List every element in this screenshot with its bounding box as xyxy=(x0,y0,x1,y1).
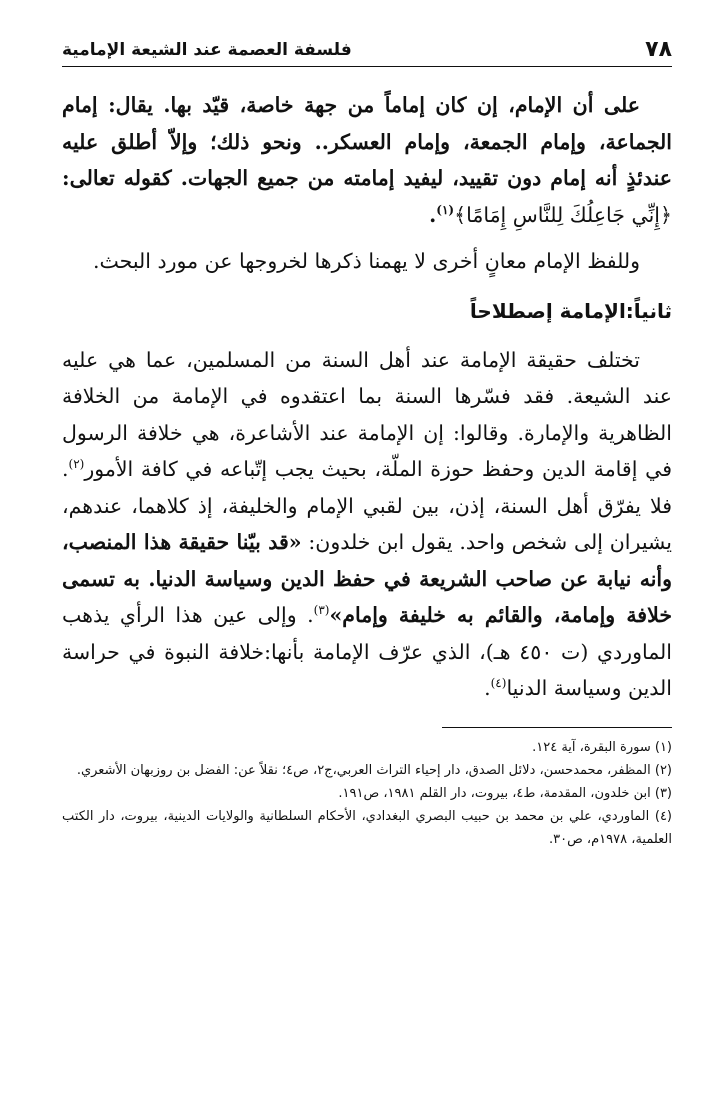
paragraph-3 xyxy=(62,342,672,707)
footnote-4: (٤) الماوردي، علي بن محمد بن حبيب البصري البغدادي، الأحكام السلطانية والولايات الدينية، بيروت، دار الكتب العلمية، ١٩٧٨م، ص٣٠. xyxy=(62,808,672,847)
paragraph-1-text: على أن الإمام، إن كان إماماً من جهة خاصة، قيّد بها. يقال: إمام الجماعة، وإمام الجمعة، وإمام العسكر.. ونحو ذلك؛ وإلاّ أطلق عليه عندئذٍ أنه إمام دون تقييد، ليفيد إمامته من جميع الجهات. كقوله تعالى: xyxy=(62,93,672,190)
paragraph-1 xyxy=(62,87,672,233)
footnote-1: (١) سورة البقرة، آية ١٢٤. xyxy=(532,739,672,755)
footnote-ref-3[interactable]: (٣) xyxy=(313,603,330,618)
paragraph-3-end: . xyxy=(484,676,491,700)
footnote-ref-1[interactable]: (١) xyxy=(436,202,455,217)
footnote-ref-4[interactable]: (٤) xyxy=(490,676,507,691)
running-header xyxy=(62,28,672,67)
paragraph-2: وللفظ الإمام معانٍ أخرى لا يهمنا ذكرها لخروجها عن مورد البحث. xyxy=(92,249,640,273)
paragraph-3-part-b: . فلا يفرّق أهل السنة، إذن، بين لقبي الإمام والخليفة، إذ كلاهما، عندهم، يشيران إلى شخص واحد. يقول ابن خلدون: xyxy=(62,457,672,554)
quran-verse: ﴿إِنِّي جَاعِلُكَ لِلنَّاسِ إِمَامًا﴾ xyxy=(454,202,672,227)
running-title: فلسفة العصمة عند الشيعة الإمامية xyxy=(62,40,352,60)
book-page xyxy=(62,28,672,851)
footnote-2: (٢) المظفر، محمدحسن، دلائل الصدق، دار إحياء التراث العربي،ج٢، ص٤؛ نقلاً عن: الفضل بن روزبهان الأشعري. xyxy=(76,762,672,778)
main-text xyxy=(62,87,672,707)
footnote-3: (٣) ابن خلدون، المقدمة، ط٤، بيروت، دار القلم ١٩٨١، ص١٩١. xyxy=(338,785,672,801)
footnote-divider xyxy=(442,727,672,728)
footnotes xyxy=(62,736,672,851)
ibn-khaldun-quote: «قد بيّنا حقيقة هذا المنصب، وأنه نيابة عن صاحب الشريعة في حفظ الدين وسياسة الدنيا. به تسمى خلافة وإمامة، والقائم به خليفة وإمام» xyxy=(62,530,673,627)
page-number: ٧٨ xyxy=(645,37,672,62)
paragraph-3-part-a: تختلف حقيقة الإمامة عند أهل السنة من المسلمين، عما هي عليه عند الشيعة. فقد فسّرها السنة بما اعتقدوه في الإمامة من الخلافة الظاهرية والإمارة. وقالوا: إن الإمامة عند الأشاعرة، هي خلافة الرسول في إقامة الدين وحفظ حوزة الملّة، بحيث يجب إتّباعه في كافة الأمور xyxy=(62,347,672,481)
paragraph-3-part-c: . وإلى عين هذا الرأي يذهب الماوردي (ت ٤٥٠ هـ)، الذي عرّف الإمامة بأنها:خلافة النبوة في حراسة الدين وسياسة الدنيا xyxy=(62,603,673,700)
footnote-ref-2[interactable]: (٢) xyxy=(68,457,85,472)
section-heading: ثانياً:الإمامة إصطلاحاً xyxy=(469,298,672,323)
paragraph-1-end: . xyxy=(429,202,437,227)
